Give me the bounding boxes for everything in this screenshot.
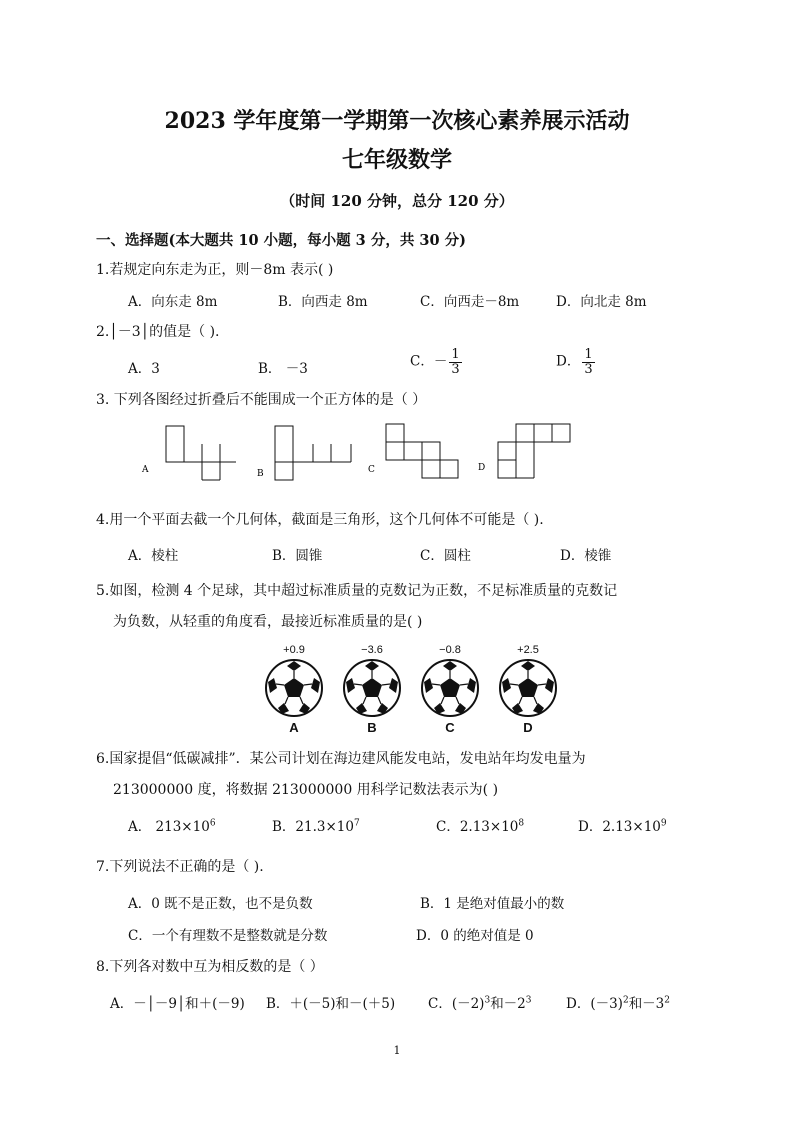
question-5-stem-line-2: 为负数，从轻重的角度看，最接近标准质量的是( ) bbox=[113, 614, 423, 630]
soccer-ball-d-letter: D bbox=[523, 720, 533, 735]
question-6-option-a-exponent: 6 bbox=[209, 818, 216, 829]
fraction-denominator: 3 bbox=[584, 361, 593, 377]
soccer-ball-c-letter: C bbox=[445, 720, 455, 735]
question-6-option-b bbox=[272, 815, 360, 835]
question-8-option-d-part-1: D．(－3) bbox=[566, 996, 623, 1012]
soccer-ball-d-value: +2.5 bbox=[517, 644, 539, 656]
cube-net-c bbox=[366, 420, 466, 482]
exam-subtitle: 七年级数学 bbox=[341, 147, 452, 173]
question-7-option-a: A．0 既不是正数，也不是负数 bbox=[128, 896, 313, 912]
soccer-ball-c-value: −0.8 bbox=[439, 644, 461, 656]
soccer-ball-b-value: −3.6 bbox=[361, 644, 383, 656]
question-2-option-a: A．3 bbox=[128, 361, 160, 377]
question-8-option-c-exponent-2: 3 bbox=[525, 995, 532, 1006]
question-6-option-d-base: D．2.13×10 bbox=[578, 819, 661, 835]
question-6-option-a bbox=[128, 815, 216, 835]
soccer-ball-b bbox=[340, 644, 404, 736]
question-1-option-b: B．向西走 8m bbox=[278, 294, 368, 310]
cube-net-b bbox=[255, 420, 360, 482]
question-7-stem: 7.下列说法不正确的是（ ). bbox=[96, 859, 264, 875]
question-1-option-d: D．向北走 8m bbox=[556, 294, 647, 310]
question-6-option-d-exponent: 9 bbox=[660, 818, 667, 829]
question-2-option-d-prefix: D． bbox=[556, 353, 581, 370]
soccer-ball-a-letter: A bbox=[289, 720, 299, 735]
question-7-option-d: D．0 的绝对值是 0 bbox=[416, 928, 534, 944]
question-8-stem: 8.下列各对数中互为相反数的是（ ） bbox=[96, 959, 324, 975]
question-8-option-b: B．＋(－5)和－(＋5) bbox=[266, 996, 396, 1012]
fraction-denominator: 3 bbox=[451, 361, 460, 377]
cube-net-d-label: D bbox=[478, 463, 486, 473]
question-7-option-b: B．1 是绝对值最小的数 bbox=[420, 896, 565, 912]
soccer-ball-icon bbox=[420, 658, 480, 718]
cube-net-b-label: B bbox=[257, 469, 264, 479]
question-4-option-d: D．棱锥 bbox=[560, 548, 612, 564]
soccer-ball-icon bbox=[498, 658, 558, 718]
question-8-option-c-exponent-1: 3 bbox=[484, 995, 491, 1006]
question-8-option-d-exponent-2: 2 bbox=[664, 995, 671, 1006]
question-6-option-c bbox=[436, 815, 524, 835]
question-6-stem-line-2: 213000000 度，将数据 213000000 用科学记数法表示为( ) bbox=[113, 782, 499, 798]
question-5-stem-line-1: 5.如图，检测 4 个足球，其中超过标准质量的克数记为正数，不足标准质量的克数记 bbox=[96, 583, 618, 599]
fraction-numerator: 1 bbox=[451, 347, 460, 362]
soccer-ball-icon bbox=[264, 658, 324, 718]
question-8-option-d-exponent-1: 2 bbox=[622, 995, 629, 1006]
question-7-option-c: C．一个有理数不是整数就是分数 bbox=[128, 928, 328, 944]
question-2-option-d bbox=[556, 348, 595, 376]
question-8-option-c bbox=[428, 992, 532, 1012]
soccer-ball-d bbox=[496, 644, 560, 736]
question-8-option-c-part-2: 和－2 bbox=[490, 996, 526, 1012]
question-2-stem: 2.│－3│的值是（ ). bbox=[96, 324, 220, 340]
fraction-numerator: 1 bbox=[584, 347, 593, 362]
soccer-ball-a-value: +0.9 bbox=[283, 644, 305, 656]
question-6-option-c-base: C．2.13×10 bbox=[436, 819, 519, 835]
soccer-ball-c bbox=[418, 644, 482, 736]
question-8-option-d bbox=[566, 992, 670, 1012]
question-8-option-d-part-2: 和－3 bbox=[628, 996, 665, 1012]
question-3-stem: 3. 下列各图经过折叠后不能围成一个正方体的是（ ） bbox=[96, 392, 427, 408]
cube-net-d bbox=[476, 420, 576, 482]
question-6-option-b-base: B．21.3×10 bbox=[272, 819, 354, 835]
question-6-option-c-exponent: 8 bbox=[518, 818, 525, 829]
question-2-option-b: B． －3 bbox=[258, 361, 308, 377]
exam-title: 2023 学年度第一学期第一次核心素养展示活动 bbox=[164, 108, 630, 134]
question-4-option-c: C．圆柱 bbox=[420, 548, 471, 564]
question-6-stem-line-1: 6.国家提倡“低碳减排”．某公司计划在海边建风能发电站，发电站年均发电量为 bbox=[96, 751, 586, 767]
question-8-option-a: A．－│－9│和＋(－9) bbox=[110, 996, 245, 1012]
question-6-option-d bbox=[578, 815, 667, 835]
question-2-option-c bbox=[410, 348, 462, 376]
question-6-option-b-exponent: 7 bbox=[353, 818, 360, 829]
question-8-option-c-part-1: C．(－2) bbox=[428, 996, 485, 1012]
question-2-option-d-fraction bbox=[582, 348, 594, 376]
soccer-ball-figure bbox=[262, 644, 562, 736]
soccer-ball-icon bbox=[342, 658, 402, 718]
question-1-stem: 1.若规定向东走为正，则－8m 表示( ) bbox=[96, 262, 334, 278]
time-note: （时间 120 分钟，总分 120 分） bbox=[280, 192, 514, 210]
question-4-option-b: B．圆锥 bbox=[272, 548, 323, 564]
page-number: 1 bbox=[393, 1044, 401, 1057]
cube-net-a bbox=[140, 420, 250, 482]
cube-net-c-label: C bbox=[368, 465, 375, 475]
question-4-option-a: A．棱柱 bbox=[128, 548, 179, 564]
soccer-ball-a bbox=[262, 644, 326, 736]
question-2-option-c-fraction bbox=[449, 348, 461, 376]
question-1-option-c: C．向西走－8m bbox=[420, 294, 520, 310]
cube-net-a-label: A bbox=[142, 465, 149, 475]
question-4-stem: 4.用一个平面去截一个几何体，截面是三角形，这个几何体不可能是（ ). bbox=[96, 512, 544, 528]
question-2-option-c-prefix: C．－ bbox=[410, 353, 448, 370]
section-title: 一、选择题(本大题共 10 小题，每小题 3 分，共 30 分) bbox=[96, 232, 466, 249]
soccer-ball-b-letter: B bbox=[367, 720, 377, 735]
question-1-option-a: A．向东走 8m bbox=[128, 294, 218, 310]
question-6-option-a-base: A． 213×10 bbox=[128, 819, 210, 835]
